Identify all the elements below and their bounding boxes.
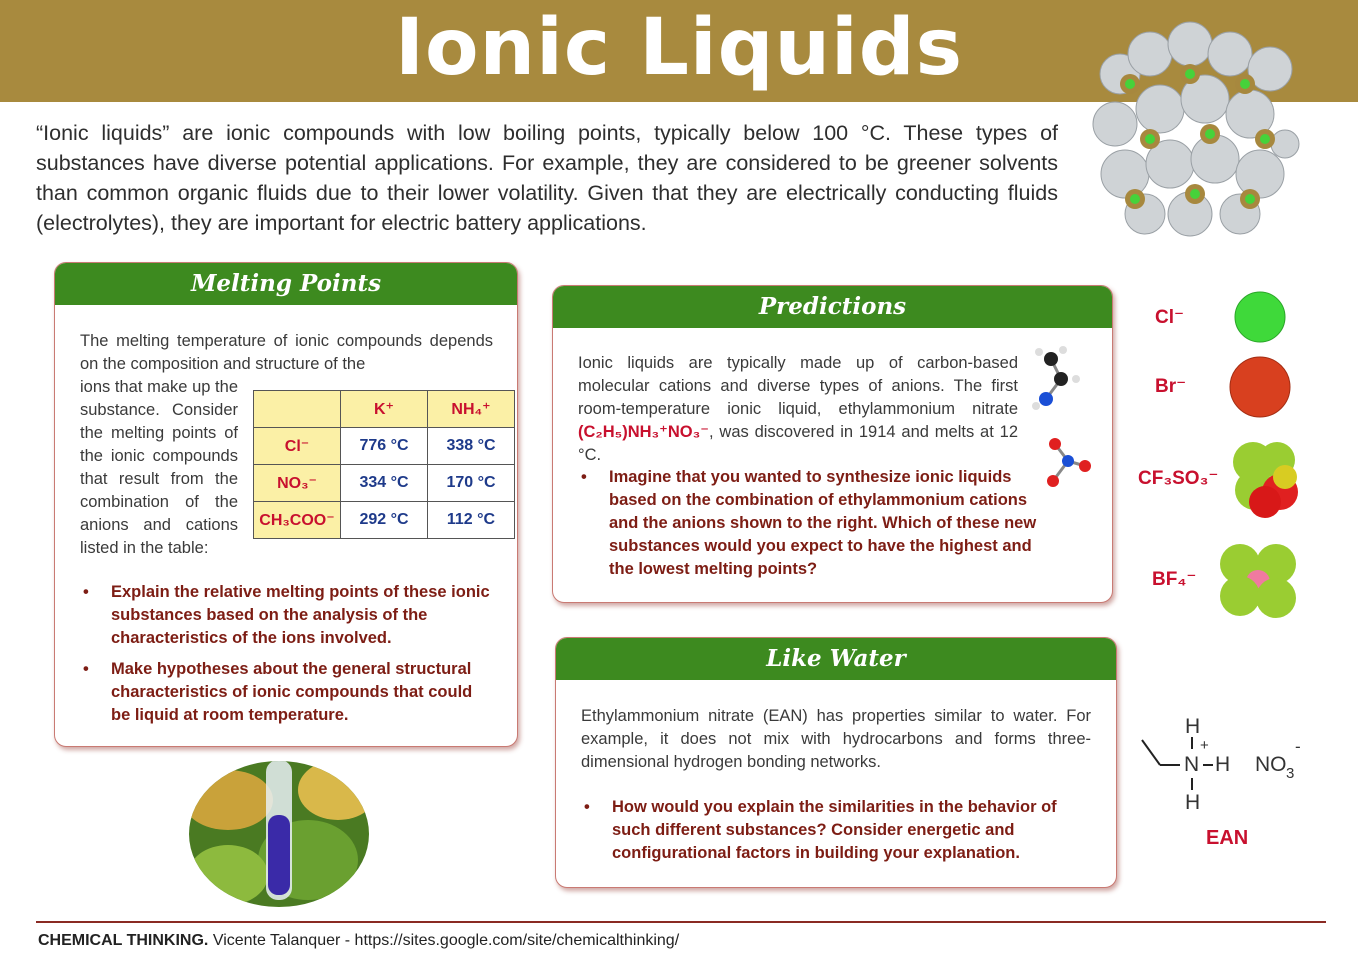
ean-h-bottom: H: [1185, 791, 1201, 814]
predictions-text-part: , was discovered in 1914 and melts at 12 °C.: [578, 423, 1018, 464]
ean-formula: (C₂H₅)NH₃⁺NO₃⁻: [578, 423, 709, 441]
table-cell: 338 °C: [428, 428, 515, 465]
bromide-sphere-icon: [1228, 355, 1292, 419]
melting-points-table: [253, 390, 515, 539]
ionic-liquid-molecule-image: [1090, 14, 1300, 240]
table-cell: 170 °C: [428, 465, 515, 502]
ean-n-atom: N: [1184, 753, 1200, 776]
chloride-sphere-icon: [1233, 290, 1287, 344]
like-water-text: Ethylammonium nitrate (EAN) has properties similar to water. For example, it does not mix with hydrocarbons and forms three-dimensional hydrogen bonding networks.: [581, 707, 1091, 771]
predictions-questions: [579, 466, 1049, 589]
ean-nitrate: NO: [1255, 753, 1287, 776]
ean-label: EAN: [1206, 827, 1249, 849]
predictions-heading: Predictions: [553, 286, 1112, 328]
footer-brand: CHEMICAL THINKING.: [38, 932, 209, 949]
ean-h-right: H: [1215, 753, 1231, 776]
like-water-card: [555, 637, 1117, 888]
footer: [38, 932, 679, 950]
table-cell: 334 °C: [341, 465, 428, 502]
melting-points-description-wrap: ions that make up the substance. Consider the melting points of the ionic compounds that result from the combination of the anions and cations listed in the table:: [80, 378, 238, 557]
predictions-card: [552, 285, 1113, 603]
cation-header: NH₄⁺: [428, 391, 515, 428]
question-item: • How would you explain the similarities in the behavior of such different substances? Consider energetic and configurational factors in building your explanation.: [582, 796, 1062, 865]
anion-header: NO₃⁻: [254, 465, 341, 502]
footer-divider: [36, 921, 1326, 923]
tetrafluoroborate-molecule-icon: [1218, 540, 1300, 620]
melting-points-questions: [81, 581, 491, 735]
intro-paragraph: “Ionic liquids” are ionic compounds with low boiling points, typically below 100 °C. These types of substances have diverse potential applications. For example, they are considered to be greener solvents than common organic fluids due to their lower volatility. Given that they are electrically conducting fluids (electrolytes), they are important for electric battery applications.: [36, 121, 1058, 235]
table-corner-cell: [254, 391, 341, 428]
predictions-text-part: Ionic liquids are typically made up of carbon-based molecular cations and diverse types of anions. The first room-temperature ionic liquid, ethylammonium nitrate: [578, 354, 1018, 418]
melting-points-heading: Melting Points: [55, 263, 517, 305]
ean-charge-minus: -: [1295, 737, 1301, 756]
page-title: Ionic Liquids: [394, 3, 964, 93]
anion-label: CF₃SO₃⁻: [1138, 468, 1219, 489]
triflate-molecule-icon: [1225, 432, 1305, 522]
anion-label: Br⁻: [1155, 376, 1187, 397]
melting-points-description-lead: The melting temperature of ionic compounds depends on the composition and structure of the: [80, 332, 493, 373]
predictions-text: [578, 352, 1018, 467]
test-tube-photo: [188, 760, 370, 908]
ean-h-top: H: [1185, 715, 1201, 738]
table-cell: 292 °C: [341, 502, 428, 539]
ean-charge-plus: +: [1200, 737, 1209, 754]
question-item: • Explain the relative melting points of these ionic substances based on the analysis of the characteristics of the ions involved.: [81, 581, 491, 650]
cation-header: K⁺: [341, 391, 428, 428]
anion-header: CH₃COO⁻: [254, 502, 341, 539]
anion-label: BF₄⁻: [1152, 569, 1197, 590]
ethylammonium-molecule-icon: [1031, 344, 1091, 414]
table-cell: 776 °C: [341, 428, 428, 465]
question-item: • Imagine that you wanted to synthesize ionic liquids based on the combination of ethylammonium cations and the anions shown to the right. Which of these new substances would you expect to have the highest and the lowest melting points?: [579, 466, 1049, 581]
melting-points-card: [54, 262, 518, 747]
like-water-questions: [582, 796, 1062, 873]
table-cell: 112 °C: [428, 502, 515, 539]
ean-nitrate-subscript: 3: [1286, 765, 1295, 782]
question-item: • Make hypotheses about the general structural characteristics of ionic compounds that could be liquid at room temperature.: [81, 658, 491, 727]
anion-header: Cl⁻: [254, 428, 341, 465]
footer-author-link[interactable]: Vicente Talanquer - https://sites.google.com/site/chemicalthinking/: [208, 932, 680, 949]
nitrate-molecule-icon: [1043, 436, 1093, 491]
anion-label: Cl⁻: [1155, 307, 1185, 328]
like-water-heading: Like Water: [556, 638, 1116, 680]
ean-structure: [1130, 715, 1310, 820]
